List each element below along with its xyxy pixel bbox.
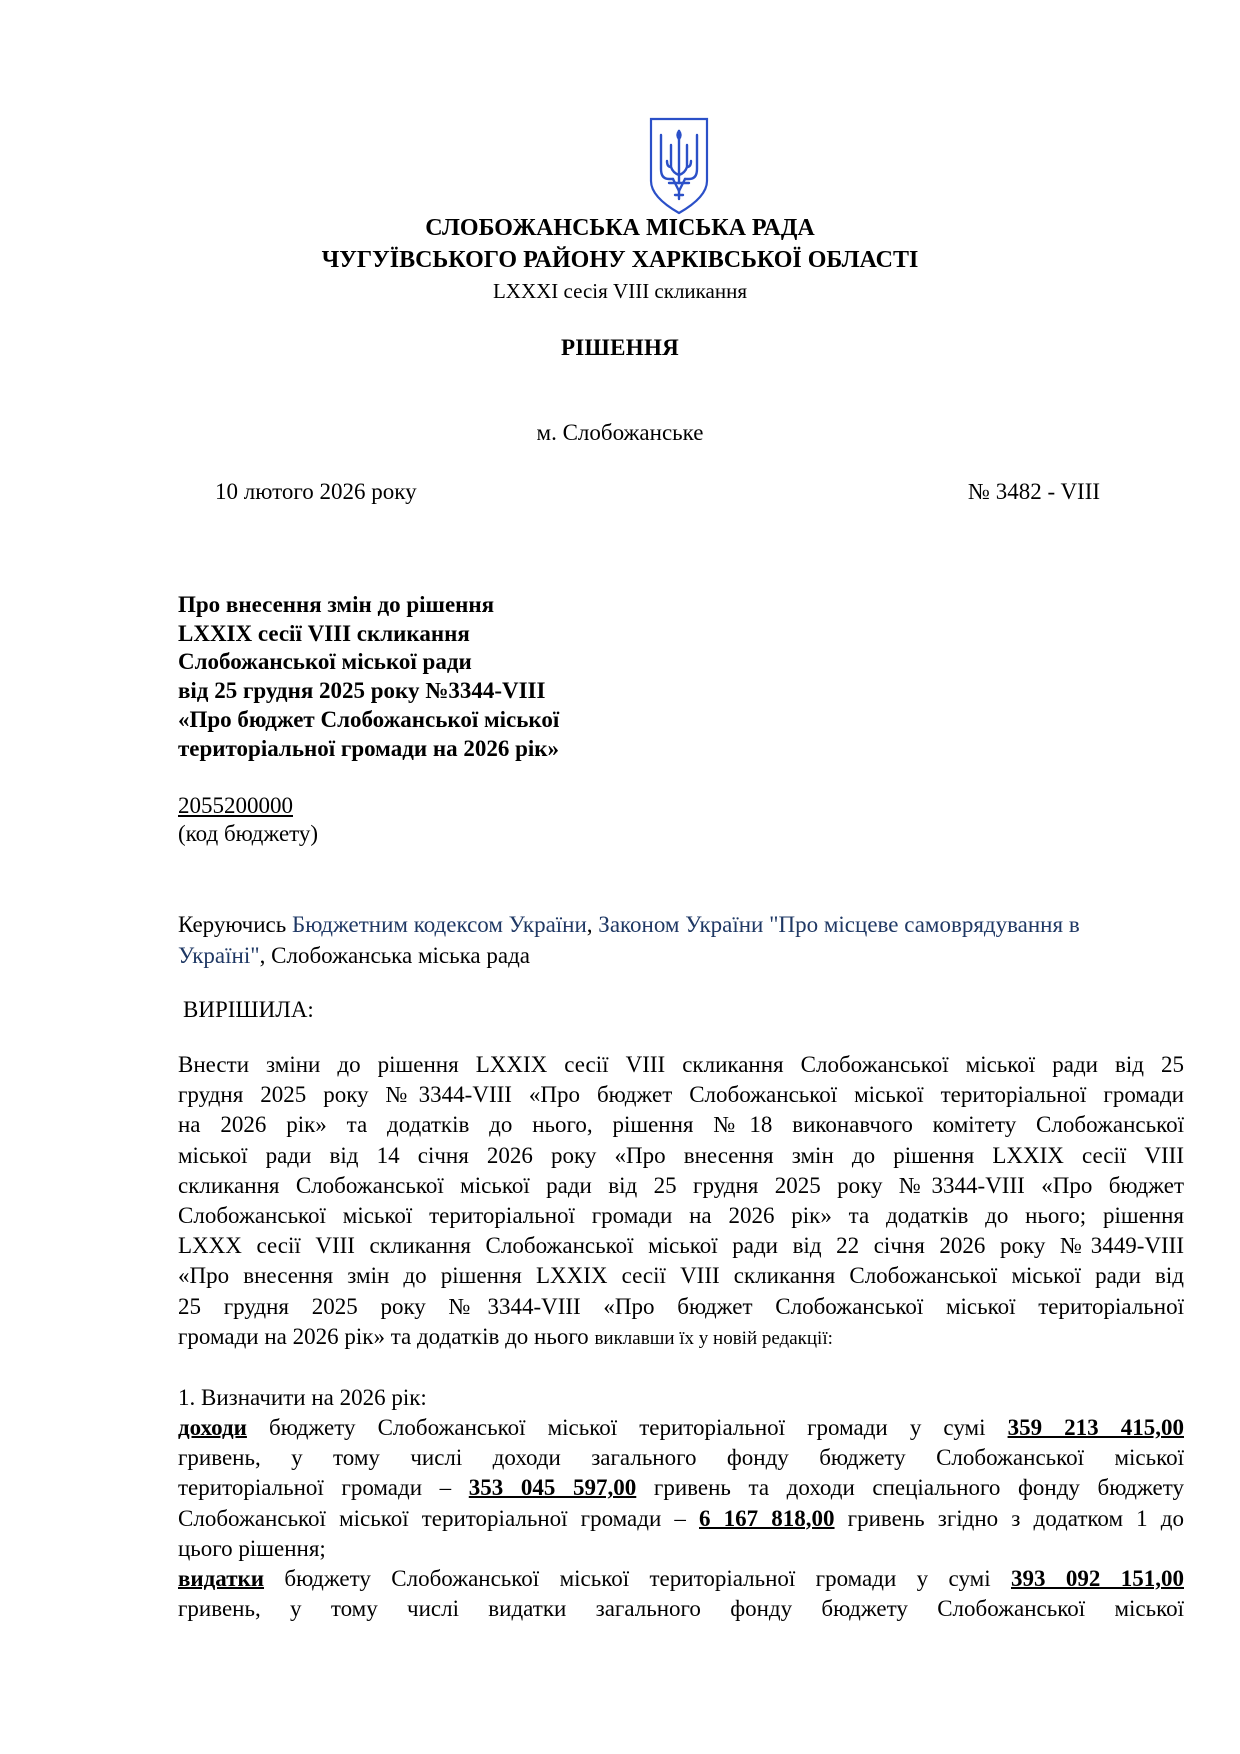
district-name: ЧУГУЇВСЬКОГО РАЙОНУ ХАРКІВСЬКОЇ ОБЛАСТІ (321, 247, 919, 273)
paragraph-line: «Про внесення змін до рішення LXXIX сесії VIII скликання Слобожанської міської ради від (178, 1263, 1184, 1289)
paragraph-text-small: виклавши їх у новій редакції: (594, 1327, 833, 1349)
income-general-fund: 353 045 597,00 (468, 1475, 637, 1501)
document-title: РІШЕННЯ (560, 335, 680, 360)
expense-total: 393 092 151,00 (1010, 1565, 1184, 1591)
session-line: LXXXI сесія VIII скликання (492, 279, 748, 303)
income-text: бюджету Слобожанської міської територіальної громади у сумі (246, 1415, 1008, 1440)
subject-line: «Про бюджет Слобожанської міської (178, 706, 560, 732)
paragraph-line: Слобожанської міської територіальної громади на 2026 рік» та додатків до нього; рішення (178, 1202, 1184, 1228)
income-text: гривень згідно з додатком 1 до (834, 1505, 1184, 1531)
income-line: гривень, у тому числі доходи загального фонду бюджету Слобожанської міської (178, 1445, 1184, 1471)
amendment-paragraph (178, 1050, 1184, 1352)
paragraph-line: LXXX сесії VIII скликання Слобожанської міської ради від 22 січня 2026 року №3449-VIII (178, 1233, 1184, 1259)
paragraph-line: Внести зміни до рішення LXXIX сесії VIII скликання Слобожанської міської ради від 25 (178, 1052, 1184, 1077)
subject-line: LXXIX сесії VIII скликання (178, 620, 470, 646)
paragraph-line: міської ради від 14 січня 2026 року «Про внесення змін до рішення LXXIX сесії VIII (178, 1142, 1184, 1168)
subject-line: Слобожанської міської ради (178, 649, 472, 675)
budget-code-label: (код бюджету) (178, 821, 319, 846)
expense-label: видатки (178, 1565, 265, 1591)
income-text: Слобожанської міської територіальної громади – (178, 1505, 700, 1531)
local-government-law-link-cont[interactable]: Україні" (178, 943, 260, 968)
local-government-law-link[interactable]: Законом України "Про місцеве самоврядування в (598, 912, 1080, 937)
income-line (178, 1413, 1184, 1443)
paragraph-line: грудня 2025 року №3344-VIII «Про бюджет Слобожанської міської територіальної громади (178, 1082, 1184, 1108)
income-text: гривень та доходи спеціального фонду бюджету (636, 1475, 1184, 1501)
income-line (178, 1473, 1184, 1503)
subject-line: Про внесення змін до рішення (178, 592, 495, 617)
subject-block (178, 591, 559, 763)
income-expense-paragraph (178, 1413, 1184, 1624)
document-date: 10 лютого 2026 року (215, 479, 417, 504)
paragraph-line: 25 грудня 2025 року №3344-VIII «Про бюджет Слобожанської міської територіальної (178, 1293, 1184, 1319)
preamble (178, 909, 1080, 971)
section-heading: 1. Визначити на 2026 рік: (178, 1385, 427, 1410)
income-line (178, 1504, 1184, 1534)
income-line: цього рішення; (178, 1535, 326, 1561)
document-number: № 3482 - VIII (968, 479, 1101, 504)
subject-line: територіальної громади на 2026 рік» (178, 735, 560, 761)
paragraph-line-last (178, 1322, 1184, 1352)
income-label: доходи (178, 1415, 247, 1440)
preamble-separator: , (586, 912, 599, 937)
income-total: 359 213 415,00 (1007, 1415, 1184, 1440)
paragraph-line: на 2026 рік» та додатків до нього, рішення №18 виконавчого комітету Слобожанської (178, 1112, 1184, 1138)
expense-text: бюджету Слобожанської міської територіальної громади у сумі (264, 1565, 1011, 1591)
coat-of-arms-icon (647, 117, 711, 215)
paragraph-line: скликання Слобожанської міської ради від 25 грудня 2025 року №3344-VIII «Про бюджет (178, 1172, 1184, 1198)
resolved-heading: ВИРІШИЛА: (183, 997, 314, 1022)
paragraph-text: громади на 2026 рік» та додатків до нього (178, 1323, 595, 1349)
income-text: територіальної громади – (178, 1475, 469, 1501)
preamble-text-end: , Слобожанська міська рада (259, 943, 531, 968)
preamble-text: Керуючись (178, 912, 293, 937)
income-special-fund: 6 167 818,00 (699, 1505, 835, 1531)
budget-code: 2055200000 (178, 793, 293, 818)
city-name: м. Слобожанське (536, 420, 704, 445)
budget-code-link[interactable]: Бюджетним кодексом України (292, 912, 587, 937)
subject-line: від 25 грудня 2025 року №3344-VIII (178, 678, 546, 704)
expense-line: гривень, у тому числі видатки загального фонду бюджету Слобожанської міської (178, 1596, 1184, 1622)
council-name: СЛОБОЖАНСЬКА МІСЬКА РАДА (425, 215, 815, 241)
expense-line (178, 1564, 1184, 1594)
